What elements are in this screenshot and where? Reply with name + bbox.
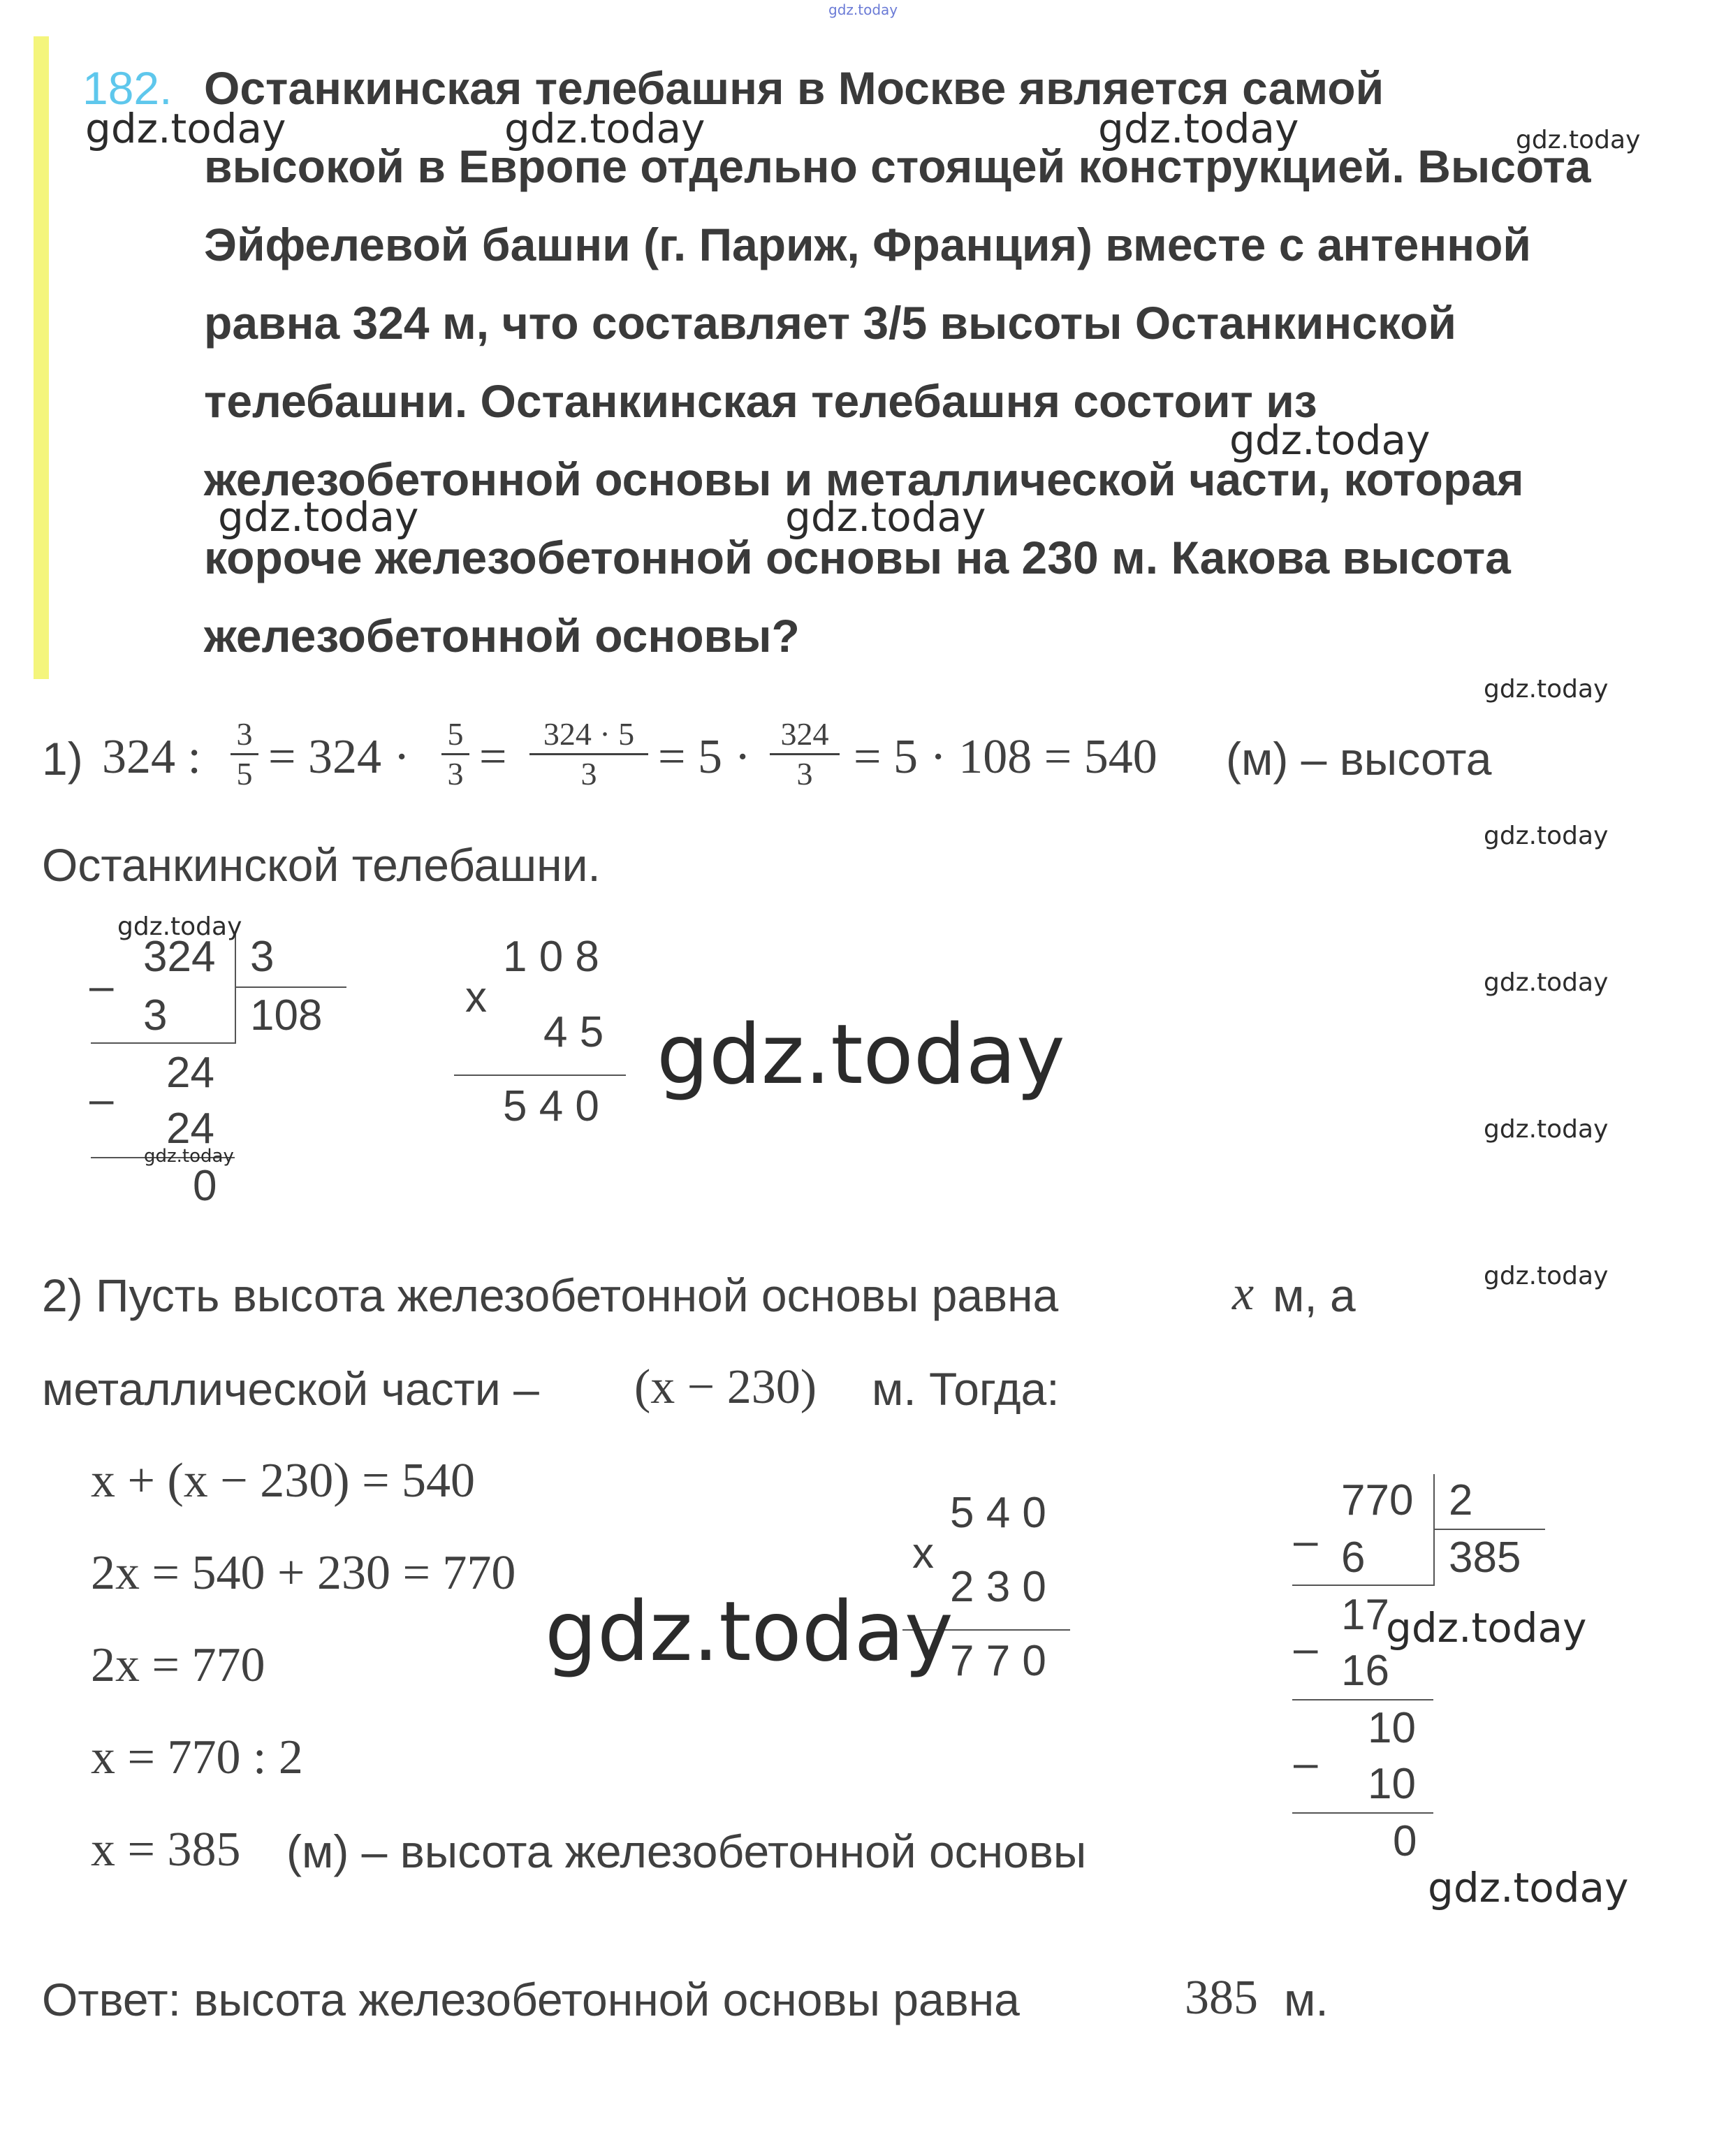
fraction-denominator: 3 <box>796 756 813 792</box>
watermark: gdz.today <box>1484 968 1609 997</box>
watermark: gdz.today <box>504 105 705 152</box>
equation-2: 2x = 540 + 230 = 770 <box>91 1546 516 1600</box>
step2-expression: (x − 230) <box>634 1360 817 1414</box>
step2-line-2a: металлической части – <box>42 1363 539 1415</box>
equation-1: x + (x − 230) = 540 <box>91 1454 476 1508</box>
division-sub-1: 3 <box>143 991 168 1040</box>
watermark: gdz.today <box>1428 1864 1629 1911</box>
watermark: gdz.today <box>1484 1115 1609 1144</box>
fraction-324-3 <box>770 715 840 793</box>
division2-quotient: 385 <box>1449 1534 1521 1582</box>
division2-minus-3: – <box>1294 1739 1318 1787</box>
equation-4: x = 770 : 2 <box>91 1731 303 1784</box>
equation-5-text: (м) – высота железобетонной основы <box>286 1826 1087 1877</box>
mult2-factor-1: 5 4 0 <box>950 1489 1046 1537</box>
step1-term-5: = 5 · 108 = 540 <box>854 730 1157 784</box>
division2-sub-2: 16 <box>1341 1647 1389 1695</box>
mult2-factor-2: 2 3 0 <box>950 1563 1046 1611</box>
step2-variable-x: x <box>1232 1267 1255 1320</box>
step1-term-4: = 5 · <box>658 730 751 784</box>
division-remainder-2: 0 <box>193 1162 217 1210</box>
watermark: gdz.today <box>144 1146 234 1167</box>
problem-number: 182. <box>82 62 173 114</box>
fraction-denominator: 3 <box>447 756 464 792</box>
fraction-denominator: 3 <box>580 756 597 792</box>
division2-sub-3: 10 <box>1368 1760 1416 1808</box>
division2-remainder-3: 0 <box>1393 1817 1417 1865</box>
fraction-3-5 <box>231 715 258 793</box>
watermark: gdz.today <box>1229 416 1431 464</box>
step2-line-2b: м. Тогда: <box>872 1363 1060 1415</box>
step1-prefix: 1) <box>42 733 83 785</box>
watermark-top: gdz.today <box>828 1 898 18</box>
problem-line-2: высокой в Европе отдельно стоящей конструкцией. Высота <box>204 140 1591 192</box>
problem-line-1: Останкинская телебашня в Москве является самой <box>204 62 1384 114</box>
watermark: gdz.today <box>785 493 986 541</box>
fraction-numerator: 324 · 5 <box>543 716 635 752</box>
answer-unit: м. <box>1284 1974 1329 2025</box>
watermark: gdz.today <box>1484 675 1609 704</box>
fraction-numerator: 3 <box>236 716 253 752</box>
answer-text: Ответ: высота железобетонной основы равна <box>42 1974 1020 2025</box>
problem-line-4: равна 324 м, что составляет 3/5 высоты Останкинской <box>204 297 1456 349</box>
fraction-numerator: 324 <box>780 716 829 752</box>
watermark: gdz.today <box>218 493 419 541</box>
mult-factor-2: 4 5 <box>543 1008 604 1056</box>
division2-remainder-1: 17 <box>1341 1591 1389 1639</box>
division-quotient: 108 <box>250 991 323 1040</box>
mult-factor-1: 1 0 8 <box>503 933 599 981</box>
fraction-324x5-3 <box>529 715 648 793</box>
watermark: gdz.today <box>117 912 242 941</box>
division-divisor: 3 <box>250 933 275 981</box>
watermark-large: gdz.today <box>545 1583 953 1680</box>
watermark: gdz.today <box>1386 1604 1587 1652</box>
problem-line-8: железобетонной основы? <box>204 610 800 662</box>
step1-term-2: = 324 · <box>268 730 410 784</box>
mult2-sign: x <box>912 1529 934 1578</box>
step1-term-3: = <box>479 730 507 784</box>
equation-5: x = 385 <box>91 1823 241 1877</box>
fraction-denominator: 5 <box>236 756 253 792</box>
division2-minus-2: – <box>1294 1624 1318 1673</box>
division2-minus: – <box>1294 1517 1318 1565</box>
mult2-result: 7 7 0 <box>950 1637 1046 1685</box>
mult-result: 5 4 0 <box>503 1082 599 1130</box>
division-minus-2: – <box>89 1075 114 1123</box>
step2-line-1b: м, а <box>1273 1269 1356 1321</box>
division-remainder-1: 24 <box>166 1049 214 1097</box>
division2-dividend: 770 <box>1341 1476 1414 1524</box>
watermark: gdz.today <box>1484 822 1609 850</box>
equation-3: 2x = 770 <box>91 1638 265 1692</box>
division2-sub-1: 6 <box>1341 1534 1366 1582</box>
step1-term-6: (м) – высота <box>1226 733 1492 785</box>
problem-line-3: Эйфелевой башни (г. Париж, Франция) вместе с антенной <box>204 219 1531 270</box>
problem-line-7: короче железобетонной основы на 230 м. Какова высота <box>204 532 1511 583</box>
answer-value: 385 <box>1185 1971 1258 2025</box>
watermark: gdz.today <box>1516 126 1641 154</box>
division2-remainder-2: 10 <box>1368 1704 1416 1752</box>
problem-line-5: телебашни. Останкинская телебашня состоит из <box>204 375 1317 427</box>
watermark-large: gdz.today <box>657 1006 1065 1102</box>
division-sub-2: 24 <box>166 1105 214 1153</box>
fraction-5-3 <box>441 715 469 793</box>
highlight-bar <box>34 36 49 679</box>
step2-line-1a: 2) Пусть высота железобетонной основы равна <box>42 1269 1059 1321</box>
problem-line-6: железобетонной основы и металлической части, которая <box>204 453 1524 505</box>
fraction-numerator: 5 <box>447 716 464 752</box>
step1-term-1: 324 : <box>102 730 201 784</box>
division2-divisor: 2 <box>1449 1476 1473 1524</box>
mult-sign: x <box>465 973 487 1021</box>
watermark: gdz.today <box>1484 1262 1609 1290</box>
step1-line-2: Останкинской телебашни. <box>42 839 601 891</box>
division-dividend: 324 <box>143 933 216 981</box>
watermark: gdz.today <box>85 105 286 152</box>
division-minus: – <box>89 962 114 1010</box>
watermark: gdz.today <box>1098 105 1299 152</box>
